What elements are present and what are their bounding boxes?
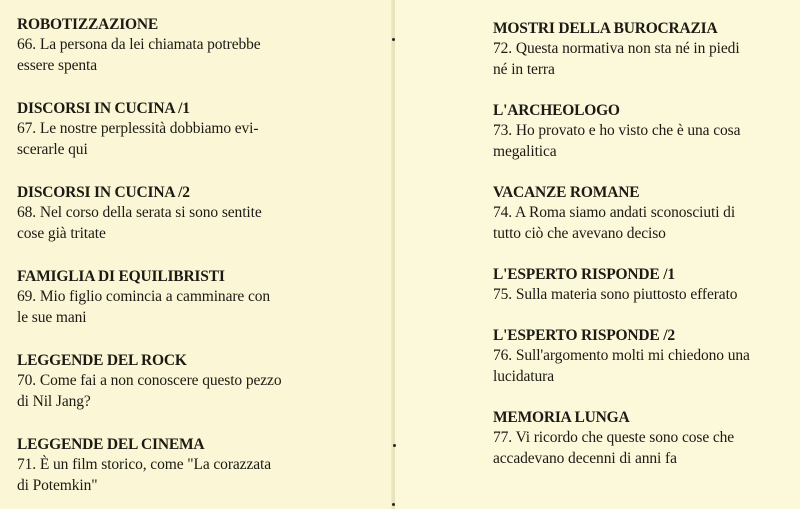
entry-title: FAMIGLIA DI EQUILIBRISTI bbox=[17, 268, 225, 285]
entry-text: 67. Le nostre perplessità dobbiamo evi- scerarle qui bbox=[17, 120, 259, 158]
entry-title: L'ESPERTO RISPONDE /1 bbox=[493, 266, 675, 283]
entry-text: 70. Come fai a non conoscere questo pezzo di Nil Jang? bbox=[17, 372, 282, 410]
entry-title: LEGGENDE DEL ROCK bbox=[17, 352, 187, 369]
entry-70 bbox=[17, 351, 393, 412]
entry-71 bbox=[17, 435, 393, 496]
gutter-speck bbox=[392, 38, 395, 41]
right-page bbox=[395, 0, 800, 509]
entry-text: 66. La persona da lei chiamata potrebbe essere spenta bbox=[17, 36, 261, 74]
entry-69 bbox=[17, 267, 393, 328]
entry-title: LEGGENDE DEL CINEMA bbox=[17, 436, 205, 453]
entry-text: 77. Vi ricordo che queste sono cose che accadevano decenni di anni fa bbox=[493, 429, 735, 467]
entry-73 bbox=[493, 101, 800, 162]
entry-72 bbox=[493, 19, 800, 80]
entry-title: DISCORSI IN CUCINA /2 bbox=[17, 184, 190, 201]
entry-title: DISCORSI IN CUCINA /1 bbox=[17, 100, 190, 117]
entry-text: 76. Sull'argomento molti mi chiedono una lucidatura bbox=[493, 347, 750, 385]
entry-title: MOSTRI DELLA BUROCRAZIA bbox=[493, 20, 718, 37]
entry-text: 74. A Roma siamo andati sconosciuti di tutto ciò che avevano deciso bbox=[493, 204, 736, 242]
entry-title: L'ESPERTO RISPONDE /2 bbox=[493, 327, 675, 344]
entry-title: VACANZE ROMANE bbox=[493, 184, 640, 201]
entry-text: 72. Questa normativa non sta né in piedi né in terra bbox=[493, 40, 740, 78]
left-page bbox=[0, 0, 393, 509]
entry-67 bbox=[17, 99, 393, 160]
entry-title: ROBOTIZZAZIONE bbox=[17, 16, 159, 33]
entry-77 bbox=[493, 408, 800, 469]
entry-title: MEMORIA LUNGA bbox=[493, 409, 630, 426]
entry-68 bbox=[17, 183, 393, 244]
gutter-speck bbox=[393, 444, 396, 447]
entry-74 bbox=[493, 183, 800, 244]
entry-title: L'ARCHEOLOGO bbox=[493, 102, 620, 119]
entry-text: 68. Nel corso della serata si sono sentite cose già tritate bbox=[17, 204, 262, 242]
gutter-speck bbox=[392, 503, 395, 506]
entry-text: 71. È un film storico, come "La corazzata di Potemkin" bbox=[17, 456, 271, 494]
entry-text: 69. Mio figlio comincia a camminare con le sue mani bbox=[17, 288, 271, 326]
entry-66 bbox=[17, 15, 393, 76]
entry-text: 75. Sulla materia sono piuttosto efferato bbox=[493, 286, 738, 303]
entry-75 bbox=[493, 265, 800, 305]
entry-text: 73. Ho provato e ho visto che è una cosa megalitica bbox=[493, 122, 741, 160]
entry-76 bbox=[493, 326, 800, 387]
